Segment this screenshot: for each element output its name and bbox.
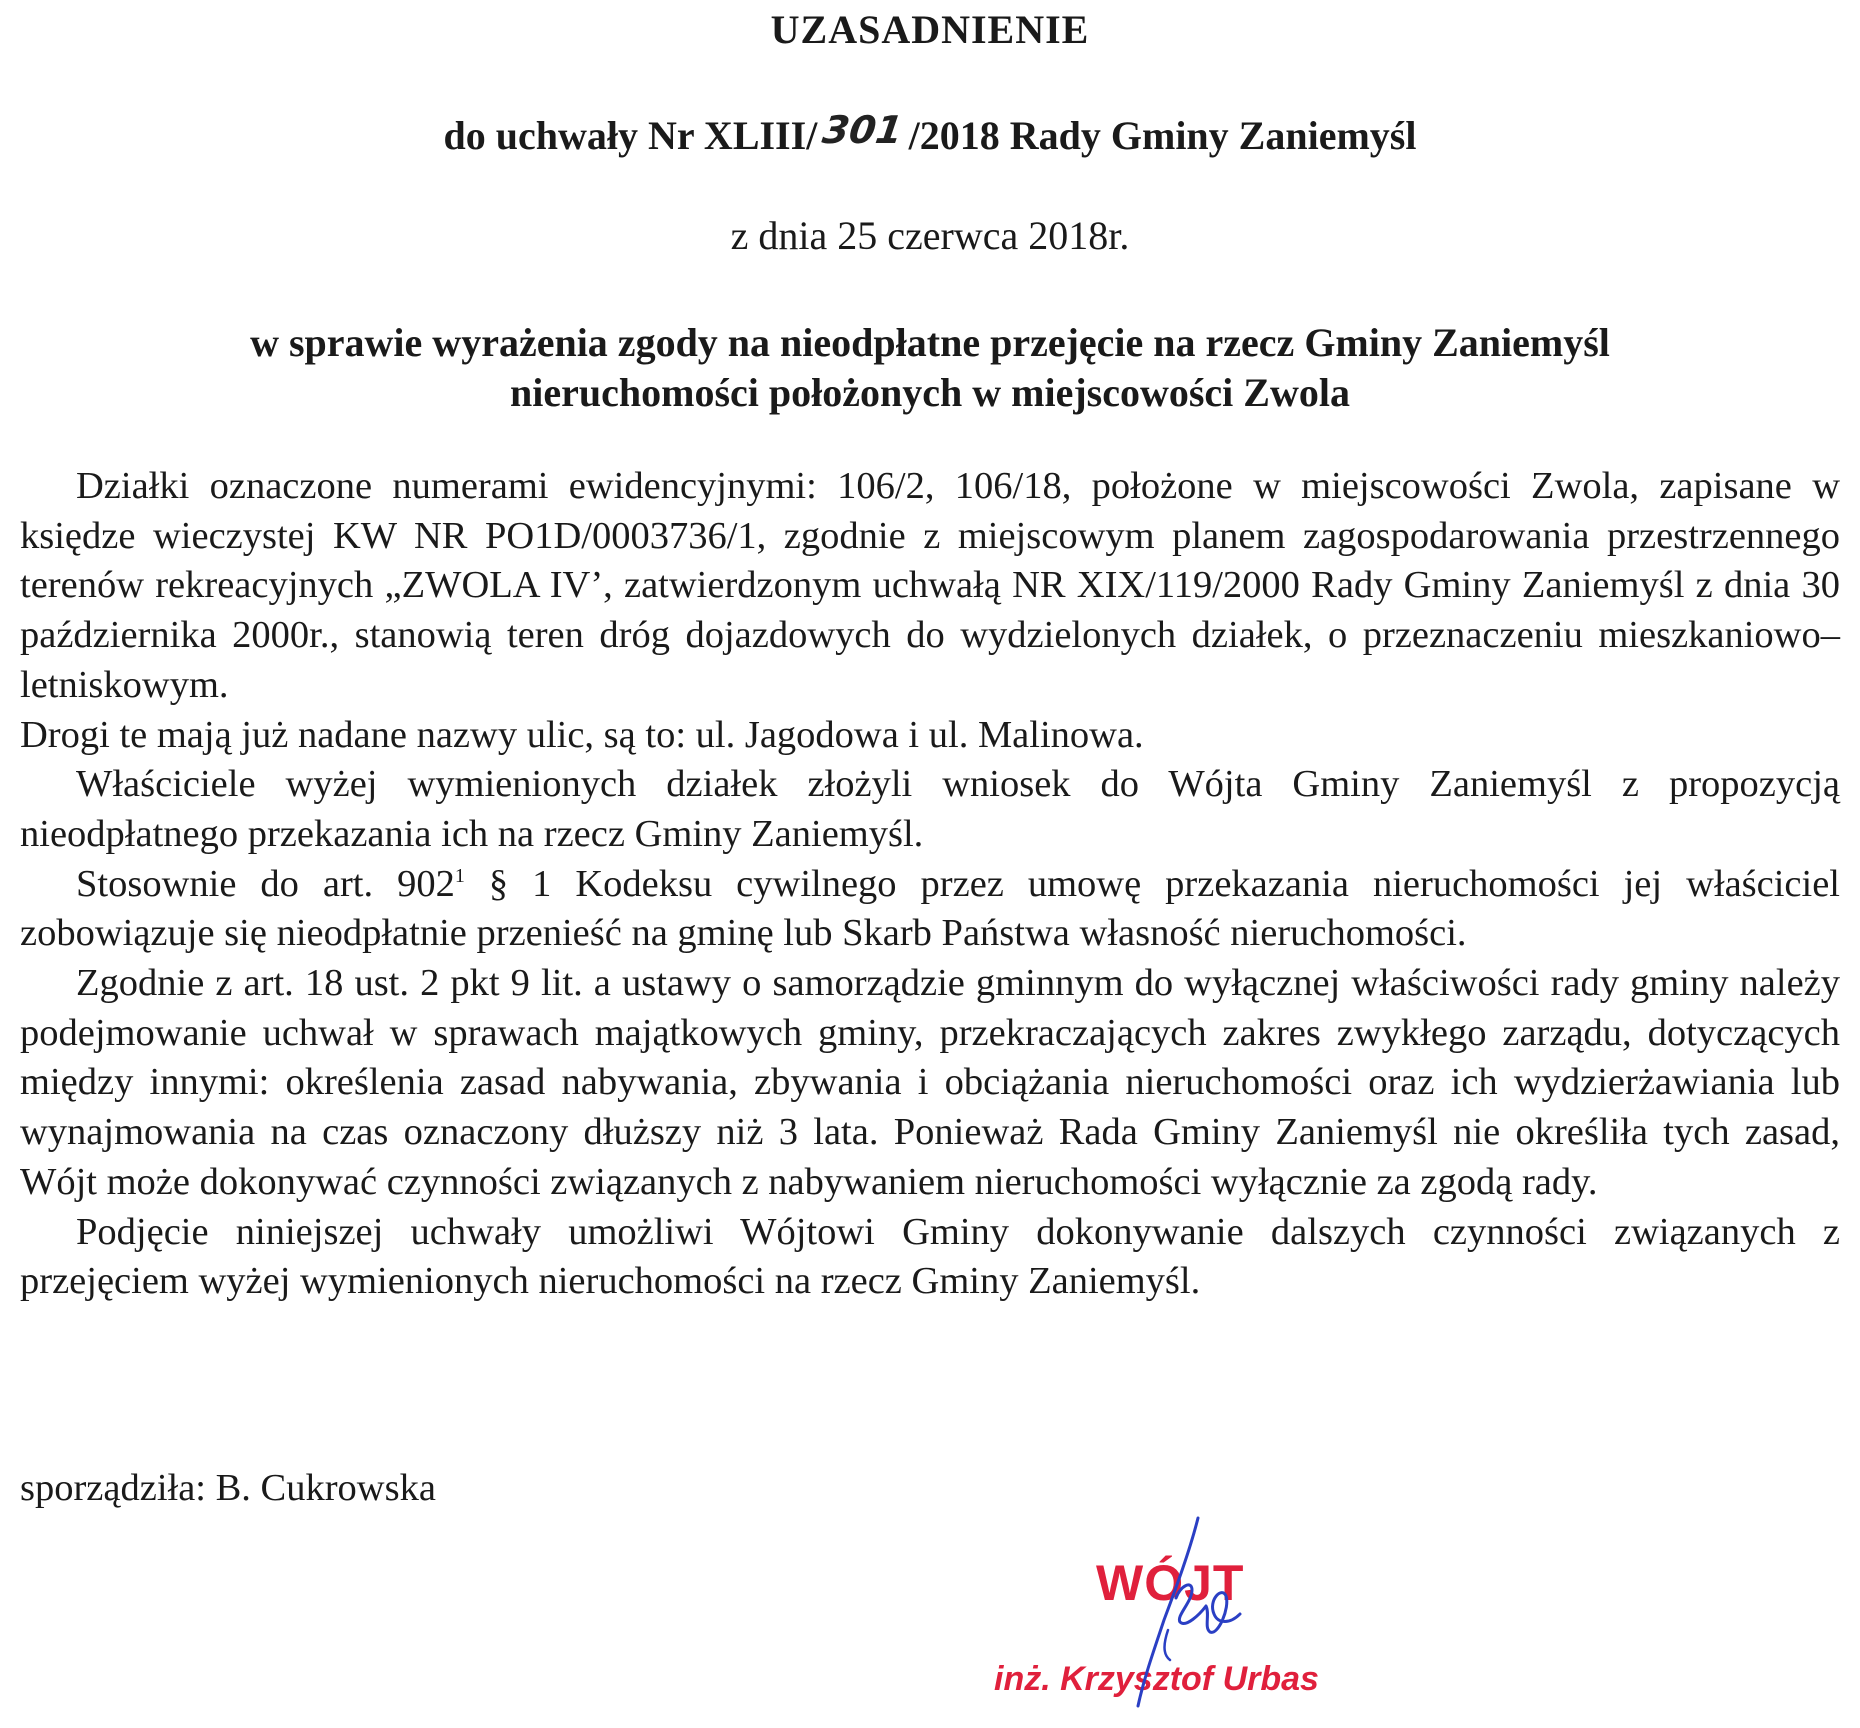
paragraph-conclusion: Podjęcie niniejszej uchwały umożliwi Wójtowi Gminy dokonywanie dalszych czynności związanych z przejęciem wyżej wymienionych nieruchomości na rzecz Gminy Zaniemyśl. bbox=[20, 1210, 1840, 1303]
paragraph-civil-code bbox=[20, 860, 1840, 959]
paragraph-streets: Drogi te mają już nadane nazwy ulic, są to: ul. Jagodowa i ul. Malinowa. bbox=[20, 713, 1144, 756]
document-title: UZASADNIENIE bbox=[770, 7, 1090, 52]
stamp-office-title: WÓJT bbox=[1096, 1555, 1245, 1611]
resolution-date: z dnia 25 czerwca 2018r. bbox=[730, 213, 1130, 258]
article-superscript: 1 bbox=[454, 864, 465, 887]
resolution-subject bbox=[0, 318, 1860, 418]
paragraph-legal-basis: Zgodnie z art. 18 ust. 2 pkt 9 lit. a ustawy o samorządzie gminnym do wyłącznej właściwości rady gminy należy podejmowanie uchwał w sprawach majątkowych gminy, przekraczających zakres zwykłego zarządu, dotyczących między innymi: określenia zasad nabywania, zbywania i obciążania nieruchomości oraz ich wydzierżawiania lub wynajmowania na czas oznaczony dłuższy niż 3 lata. Ponieważ Rada Gminy Zaniemyśl nie określiła tych zasad, Wójt może dokonywać czynności związanych z nabywaniem nieruchomości wyłącznie za zgodą rady. bbox=[20, 962, 1840, 1203]
subject-line-1: w sprawie wyrażenia zgody na nieodpłatne przejęcie na rzecz Gminy Zaniemyśl bbox=[250, 320, 1610, 365]
civil-code-text-end: § 1 Kodeksu cywilnego przez umowę przekazania nieruchomości jej właściciel zobowiązuje się nieodpłatnie przenieść na gminę lub Skarb Państwa własność nieruchomości. bbox=[20, 862, 1840, 955]
civil-code-text-start: Stosownie do art. 902 bbox=[76, 862, 455, 905]
prepared-by: sporządziła: B. Cukrowska bbox=[20, 1467, 436, 1509]
justification-body bbox=[20, 462, 1840, 1307]
resolution-number-handwritten: 301 bbox=[820, 108, 906, 152]
resolution-prefix: do uchwały Nr XLIII/ bbox=[443, 113, 818, 158]
paragraph-owners-request: Właściciele wyżej wymienionych działek złożyli wniosek do Wójta Gminy Zaniemyśl z propozycją nieodpłatnego przekazania ich na rzecz Gminy Zaniemyśl. bbox=[20, 763, 1840, 855]
official-stamp bbox=[960, 1510, 1420, 1710]
subject-line-2: nieruchomości położonych w miejscowości Zwola bbox=[510, 370, 1350, 415]
stamp-official-name: inż. Krzysztof Urbas bbox=[994, 1660, 1319, 1698]
paragraph-plots: Działki oznaczone numerami ewidencyjnymi: 106/2, 106/18, położone w miejscowości Zwola, zapisane w księdze wieczystej KW NR PO1D/0003736/1, zgodnie z miejscowym planem zagospodarowania przestrzennego terenów rekreacyjnych „ZWOLA IV’, zatwierdzonym uchwałą NR XIX/119/2000 Rady Gminy Zaniemyśl z dnia 30 października 2000r., stanowią teren dróg dojazdowych do wydzielonych działek, o przeznaczeniu mieszkaniowo–letniskowym. bbox=[20, 465, 1840, 706]
handwritten-signature bbox=[1080, 1510, 1280, 1710]
resolution-reference bbox=[0, 108, 1860, 159]
resolution-suffix: /2018 Rady Gminy Zaniemyśl bbox=[908, 113, 1417, 158]
